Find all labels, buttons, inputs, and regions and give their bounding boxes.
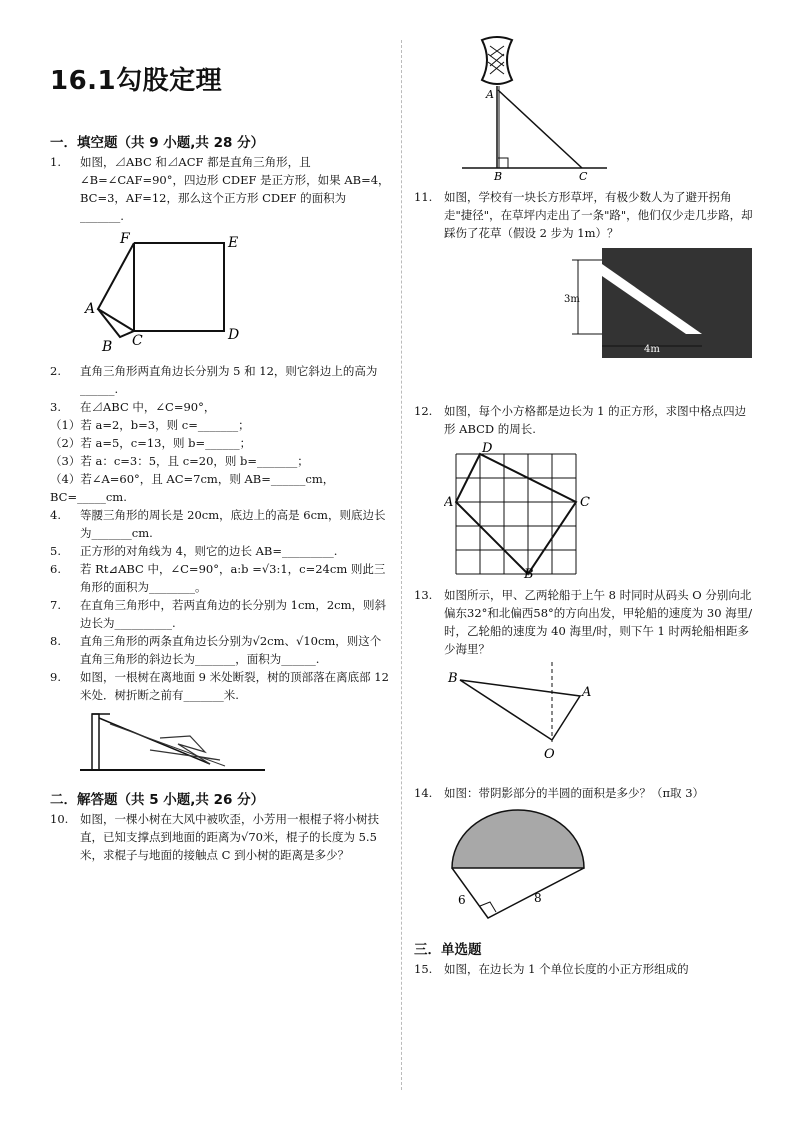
question-text: 如图，一根树在离地面 9 米处断裂，树的顶部落在离底部 12 米处．树折断之前有_______米. <box>80 670 389 702</box>
label-B: B <box>524 567 534 578</box>
question-1 <box>50 153 390 225</box>
label-A: A <box>444 495 454 510</box>
question-number: 6. <box>50 562 61 576</box>
label-D: D <box>482 442 493 456</box>
semicircle-diagram <box>450 806 600 926</box>
figure-q13 <box>444 662 754 766</box>
label-C: C <box>580 495 590 510</box>
question-text: 等腰三角形的周长是 20cm，底边上的高是 6cm，则底边长为_______cm. <box>80 508 386 540</box>
question-11 <box>414 188 754 242</box>
tree-support-diagram <box>442 30 612 180</box>
section-single-choice: 三．单选题 <box>414 942 482 958</box>
figure-q9 <box>50 708 390 782</box>
question-6 <box>50 560 390 596</box>
question-text: 若 Rt⊿ABC 中，∠C=90°，a:b =√3:1，c=24cm 则此三角形的面积为________。 <box>80 562 386 594</box>
question-number: 3. <box>50 400 61 414</box>
label-B: B <box>102 339 113 354</box>
q3-sub-2: （2）若 a=5，c=13，则 b=______； <box>50 436 252 450</box>
label-B: B <box>494 170 503 180</box>
question-13 <box>414 586 754 658</box>
question-text: 如图：带阴影部分的半圆的面积是多少？（π取 3） <box>444 786 705 800</box>
figure-q1 <box>50 229 390 358</box>
figure-q14 <box>450 806 754 930</box>
question-2 <box>50 362 390 398</box>
label-3m: 3m <box>564 294 580 305</box>
question-text: 如图，学校有一块长方形草坪，有极少数人为了避开拐角走"捷径"，在草坪内走出了一条"路"，他们仅少走几步路，却踩伤了花草（假设 2 步为 1m）？ <box>444 190 753 240</box>
figure-q12 <box>444 442 754 582</box>
question-text: 在直角三角形中，若两直角边的长分别为 1cm，2cm，则斜边长为__________. <box>80 598 386 630</box>
question-5 <box>50 542 390 560</box>
q3-sub-1: （1）若 a=2，b=3，则 c=_______； <box>50 418 250 432</box>
broken-tree-diagram <box>50 708 270 778</box>
label-O: O <box>544 747 555 762</box>
question-text: 正方形的对角线为 4，则它的边长 AB=_________. <box>80 544 338 558</box>
label-8: 8 <box>534 891 542 905</box>
q3-sub-3: （3）若 a：c=3：5，且 c=20，则 b=_______； <box>50 454 309 468</box>
square-triangle-diagram <box>50 229 250 354</box>
question-9 <box>50 668 390 704</box>
question-text: 如图，每个小方格都是边长为 1 的正方形，求图中格点四边形 ABCD 的周长. <box>444 404 747 436</box>
question-4 <box>50 506 390 542</box>
question-text: 如图，一棵小树在大风中被吹歪，小芳用一根棍子将小树扶直，已知支撑点到地面的距离为√70米，棍子的长度为 5.5 米，求棍子与地面的接触点 C 到小树的距离是多少？ <box>80 812 379 862</box>
label-C: C <box>579 170 588 180</box>
q3-sub-4: （4）若∠A=60°，且 AC=7cm，则 AB=______cm，BC=_____cm. <box>50 472 335 504</box>
question-number: 13. <box>414 588 433 602</box>
label-4m: 4m <box>644 344 660 355</box>
question-number: 8. <box>50 634 61 648</box>
figure-q11 <box>564 246 754 368</box>
question-text: 在⊿ABC 中，∠C=90°， <box>80 400 216 414</box>
question-number: 2. <box>50 364 61 378</box>
page-title: 16.1勾股定理 <box>50 66 223 96</box>
label-D: D <box>228 327 240 343</box>
question-text: 直角三角形的两条直角边长分别为√2cm、√10cm，则这个直角三角形的斜边长为_______，面积为______. <box>80 634 382 666</box>
question-15 <box>414 960 754 978</box>
label-E: E <box>228 235 239 251</box>
section-answer: 二．解答题（共 5 小题,共 26 分） <box>50 792 265 808</box>
question-number: 15. <box>414 962 433 976</box>
question-number: 7. <box>50 598 61 612</box>
question-number: 5. <box>50 544 61 558</box>
question-text: 如图所示，甲、乙两轮船于上午 8 时同时从码头 O 分别向北偏东32°和北偏西58°的方向出发，甲轮船的速度为 30 海里/时，乙轮船的速度为 40 海里/时，则下午 1 时两轮船相距多少海里？ <box>444 588 753 656</box>
label-F: F <box>120 231 130 247</box>
lawn-shortcut-diagram <box>564 246 754 364</box>
label-A: A <box>85 301 96 317</box>
question-number: 14. <box>414 786 433 800</box>
question-12 <box>414 402 754 438</box>
question-number: 10. <box>50 812 69 826</box>
left-column <box>50 60 390 864</box>
figure-q10 <box>442 30 754 184</box>
label-C: C <box>132 333 143 349</box>
grid-quadrilateral-diagram <box>444 442 624 578</box>
right-column <box>414 30 754 978</box>
question-number: 12. <box>414 404 433 418</box>
question-number: 4. <box>50 508 61 522</box>
ships-bearing-diagram <box>444 662 604 762</box>
label-B: B <box>448 671 458 686</box>
section-fill-blank: 一．填空题（共 9 小题,共 28 分） <box>50 135 265 151</box>
question-text: 直角三角形两直角边长分别为 5 和 12，则它斜边上的高为______. <box>80 364 378 396</box>
question-text: 如图，⊿ABC 和⊿ACF 都是直角三角形，且∠B=∠CAF=90°，四边形 CDEF 是正方形，如果 AB=4，BC=3，AF=12，那么这个正方形 CDEF 的面积为_______. <box>80 155 390 223</box>
label-6: 6 <box>458 893 466 907</box>
column-divider <box>401 40 402 1090</box>
question-text: 如图，在边长为 1 个单位长度的小正方形组成的 <box>444 962 689 976</box>
question-3 <box>50 398 390 416</box>
label-A: A <box>486 88 494 101</box>
question-number: 1. <box>50 155 61 169</box>
question-number: 9. <box>50 670 61 684</box>
question-14 <box>414 784 754 802</box>
label-A: A <box>582 685 592 700</box>
question-8 <box>50 632 390 668</box>
question-number: 11. <box>414 190 433 204</box>
question-7 <box>50 596 390 632</box>
question-10 <box>50 810 390 864</box>
